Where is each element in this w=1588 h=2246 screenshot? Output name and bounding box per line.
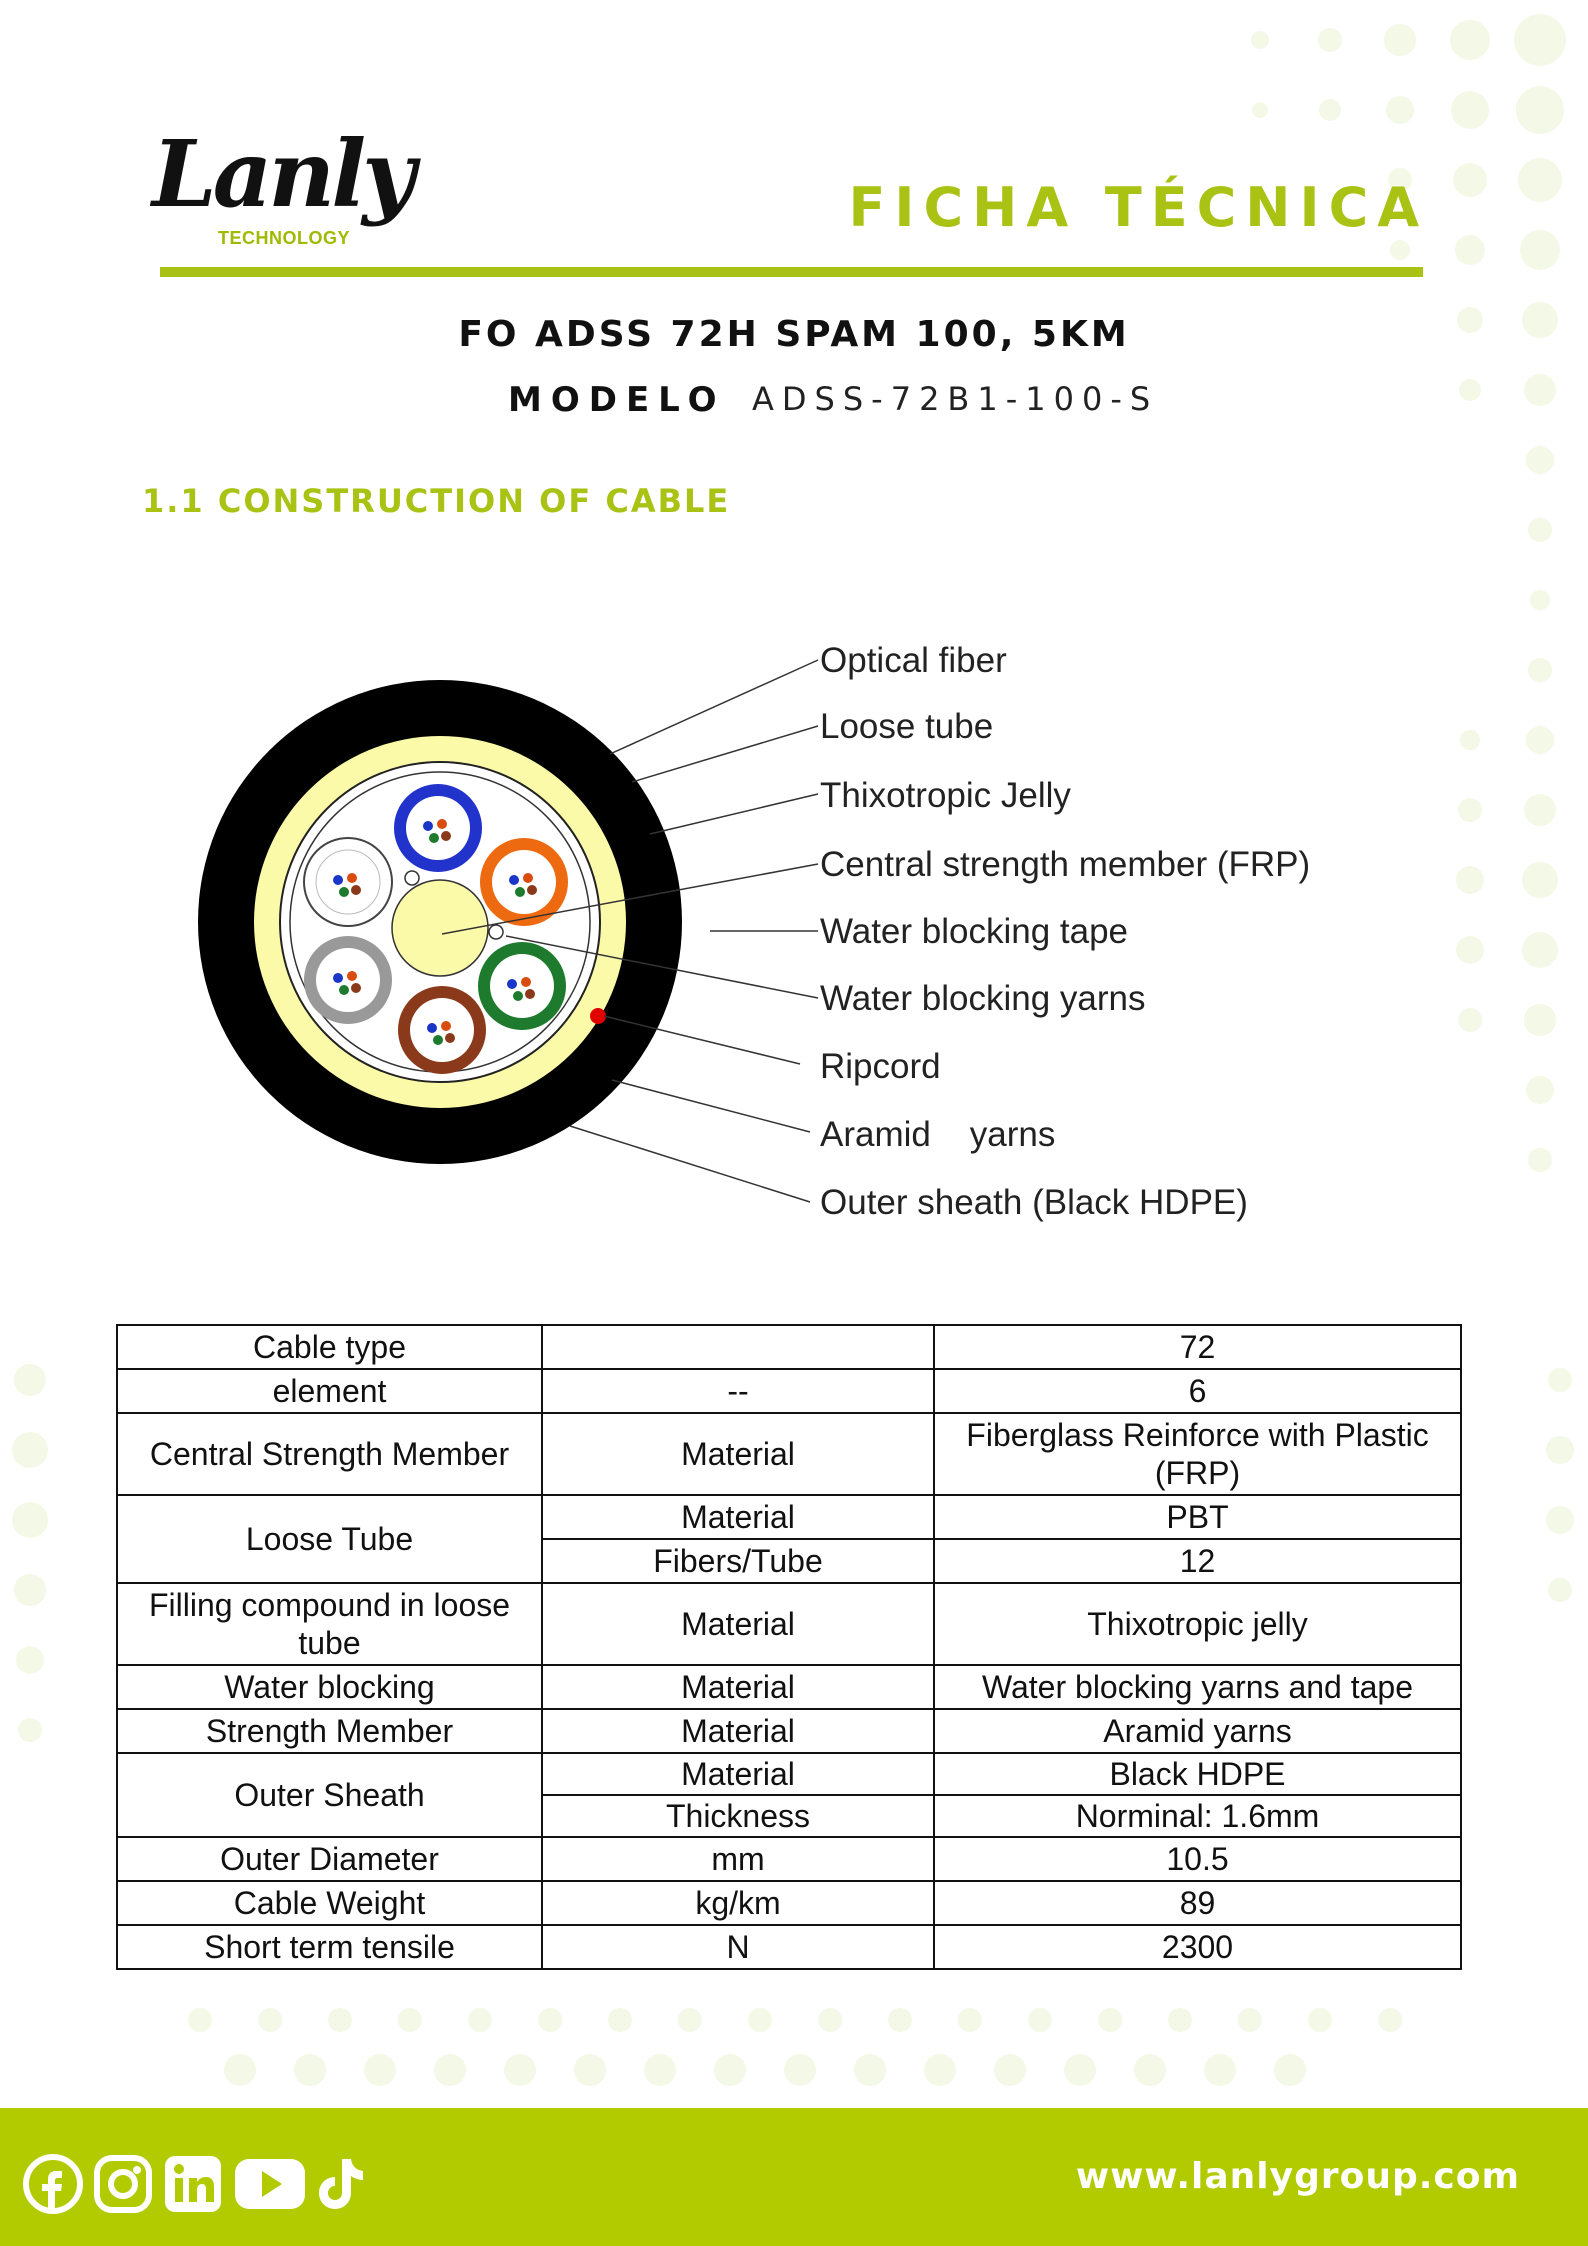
document-title: FICHA TÉCNICA <box>848 176 1428 239</box>
diagram-label-optical-fiber: Optical fiber <box>820 641 1007 680</box>
youtube-icon[interactable] <box>232 2153 308 2219</box>
table-cell: kg/km <box>542 1881 934 1925</box>
table-row <box>117 1837 1461 1881</box>
table-row <box>117 1665 1461 1709</box>
loose-tube-white <box>304 838 392 926</box>
table-cell: 89 <box>934 1881 1461 1925</box>
table-cell: Fibers/Tube <box>542 1539 934 1583</box>
table-cell: Material <box>542 1753 934 1795</box>
table-row <box>117 1753 1461 1795</box>
table-row <box>117 1925 1461 1969</box>
table-cell: Filling compound in loose tube <box>117 1583 542 1665</box>
facebook-icon[interactable] <box>22 2153 84 2219</box>
table-row <box>117 1709 1461 1753</box>
header-divider <box>160 267 1423 277</box>
logo-subtext: TECHNOLOGY <box>218 228 351 248</box>
table-cell: Material <box>542 1495 934 1539</box>
table-cell: N <box>542 1925 934 1969</box>
product-name: FO ADSS 72H SPAM 100, 5KM <box>458 314 1130 355</box>
diagram-label-loose-tube: Loose tube <box>820 707 994 746</box>
diagram-label-ripcord: Ripcord <box>820 1047 941 1086</box>
diagram-label-outer-sheath: Outer sheath (Black HDPE) <box>820 1183 1248 1222</box>
footer-bar <box>0 2108 1588 2246</box>
logo-wordmark: Lanly <box>152 120 412 228</box>
social-links <box>22 2156 368 2216</box>
table-cell: Thickness <box>542 1795 934 1837</box>
table-cell: Aramid yarns <box>934 1709 1461 1753</box>
instagram-icon[interactable] <box>92 2153 154 2219</box>
table-row <box>117 1325 1461 1369</box>
table-cell: Cable type <box>117 1325 542 1369</box>
ripcord <box>590 1008 606 1024</box>
loose-tube-grey <box>304 936 392 1024</box>
table-cell: 2300 <box>934 1925 1461 1969</box>
diagram-label-thixotropic-jelly: Thixotropic Jelly <box>820 776 1071 815</box>
cable-cross-section-diagram <box>180 620 1380 1240</box>
table-cell: 6 <box>934 1369 1461 1413</box>
table-cell: Water blocking <box>117 1665 542 1709</box>
table-cell: Loose Tube <box>117 1495 542 1583</box>
table-cell: Material <box>542 1709 934 1753</box>
tiktok-icon[interactable] <box>316 2153 368 2219</box>
model-value: ADSS-72B1-100-S <box>752 380 1159 418</box>
diagram-label-water-blocking-yarns: Water blocking yarns <box>820 979 1146 1018</box>
table-cell: Central Strength Member <box>117 1413 542 1495</box>
table-cell: Short term tensile <box>117 1925 542 1969</box>
table-cell: 10.5 <box>934 1837 1461 1881</box>
model-label: MODELO <box>508 380 726 420</box>
table-row <box>117 1583 1461 1665</box>
table-cell: 12 <box>934 1539 1461 1583</box>
diagram-label-water-blocking-tape: Water blocking tape <box>820 912 1129 951</box>
table-row <box>117 1413 1461 1495</box>
table-cell: Thixotropic jelly <box>934 1583 1461 1665</box>
table-cell: Strength Member <box>117 1709 542 1753</box>
table-cell: Fiberglass Reinforce with Plastic (FRP) <box>934 1413 1461 1495</box>
table-cell: Material <box>542 1413 934 1495</box>
table-cell: mm <box>542 1837 934 1881</box>
table-cell: Outer Diameter <box>117 1837 542 1881</box>
loose-tube-blue <box>394 784 482 872</box>
table-row <box>117 1369 1461 1413</box>
table-cell: Cable Weight <box>117 1881 542 1925</box>
loose-tube-brown <box>398 986 486 1074</box>
table-cell: Black HDPE <box>934 1753 1461 1795</box>
diagram-label-central-strength-member: Central strength member (FRP) <box>820 845 1311 884</box>
website-link[interactable]: www.lanlygroup.com <box>1075 2156 1520 2197</box>
table-row <box>117 1881 1461 1925</box>
table-cell: Material <box>542 1665 934 1709</box>
table-cell <box>542 1325 934 1369</box>
table-row <box>117 1495 1461 1539</box>
table-cell: element <box>117 1369 542 1413</box>
table-cell: Water blocking yarns and tape <box>934 1665 1461 1709</box>
table-cell: Material <box>542 1583 934 1665</box>
loose-tube-green <box>478 942 566 1030</box>
table-cell: 72 <box>934 1325 1461 1369</box>
company-logo <box>152 120 412 258</box>
table-cell: -- <box>542 1369 934 1413</box>
linkedin-icon[interactable] <box>162 2153 224 2219</box>
table-cell: Norminal: 1.6mm <box>934 1795 1461 1837</box>
table-cell: PBT <box>934 1495 1461 1539</box>
diagram-label-aramid-yarns: Aramid yarns <box>820 1115 1056 1154</box>
table-cell: Outer Sheath <box>117 1753 542 1837</box>
section-title: 1.1 CONSTRUCTION OF CABLE <box>142 482 731 520</box>
cable-spec-table <box>116 1324 1462 1970</box>
